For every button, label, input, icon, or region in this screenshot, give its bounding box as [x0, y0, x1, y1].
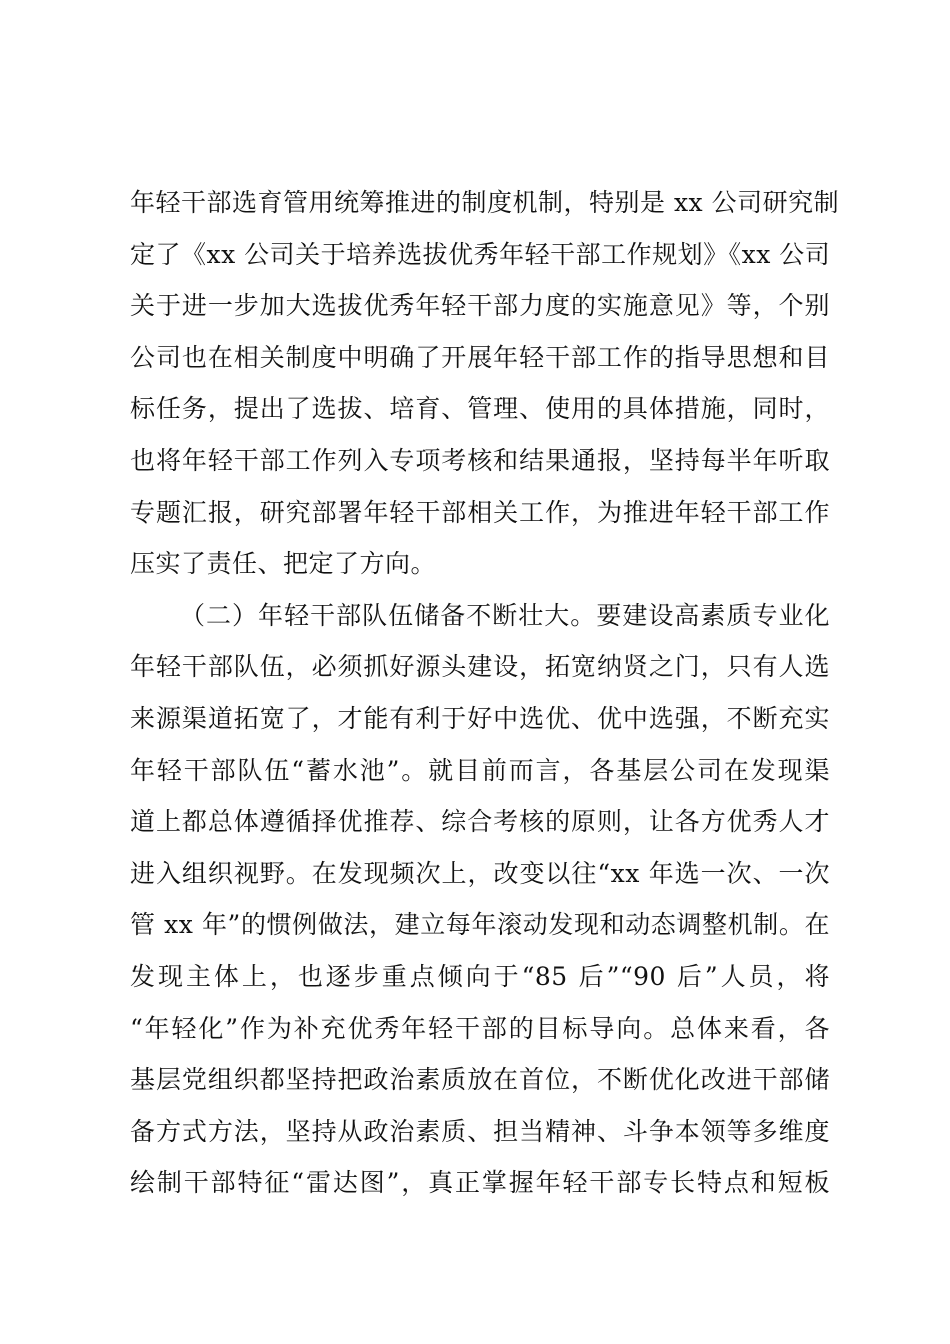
paragraph-2-line-1: （二）年轻干部队伍储备不断壮大。要建设高素质专业化 — [180, 600, 830, 630]
paragraph-1-line-4: 公司也在相关制度中明确了开展年轻干部工作的指导思想和目 — [130, 342, 830, 372]
paragraph-2-line-10: 基层党组织都坚持把政治素质放在首位，不断优化改进干部储 — [130, 1065, 830, 1095]
paragraph-2-line-9: “年轻化”作为补充优秀年轻干部的目标导向。总体来看，各 — [130, 1013, 830, 1043]
paragraph-2-line-11: 备方式方法，坚持从政治素质、担当精神、斗争本领等多维度 — [130, 1116, 830, 1146]
paragraph-2-line-12: 绘制干部特征“雷达图”，真正掌握年轻干部专长特点和短板 — [130, 1168, 830, 1198]
paragraph-1-line-1: 年轻干部选育管用统筹推进的制度机制，特别是 xx 公司研究制 — [130, 188, 840, 217]
paragraph-2-line-6: 进入组织视野。在发现频次上，改变以往“xx 年选一次、一次 — [130, 858, 830, 888]
paragraph-1-line-2: 定了《xx 公司关于培养选拔优秀年轻干部工作规划》《xx 公司 — [130, 239, 831, 269]
paragraph-2-line-4: 年轻干部队伍“蓄水池”。就目前而言，各基层公司在发现渠 — [130, 755, 830, 785]
paragraph-1-line-7: 专题汇报，研究部署年轻干部相关工作，为推进年轻干部工作 — [130, 497, 830, 527]
paragraph-1-line-5: 标任务，提出了选拔、培育、管理、使用的具体措施，同时， — [130, 394, 830, 424]
paragraph-2-line-8: 发现主体上，也逐步重点倾向于“85 后”“90 后”人员，将 — [130, 961, 830, 991]
paragraph-1-line-6: 也将年轻干部工作列入专项考核和结果通报，坚持每半年听取 — [130, 445, 830, 475]
paragraph-2-line-2: 年轻干部队伍，必须抓好源头建设，拓宽纳贤之门，只有人选 — [130, 652, 830, 682]
paragraph-1-line-8: 压实了责任、把定了方向。 — [130, 549, 437, 579]
paragraph-2-line-5: 道上都总体遵循择优推荐、综合考核的原则，让各方优秀人才 — [130, 807, 830, 837]
document-body — [130, 177, 840, 1209]
paragraph-1-line-3: 关于进一步加大选拔优秀年轻干部力度的实施意见》等，个别 — [130, 291, 830, 321]
paragraph-2-line-7: 管 xx 年”的惯例做法，建立每年滚动发现和动态调整机制。在 — [130, 910, 830, 940]
paragraph-2-line-3: 来源渠道拓宽了，才能有利于好中选优、优中选强，不断充实 — [130, 703, 830, 733]
